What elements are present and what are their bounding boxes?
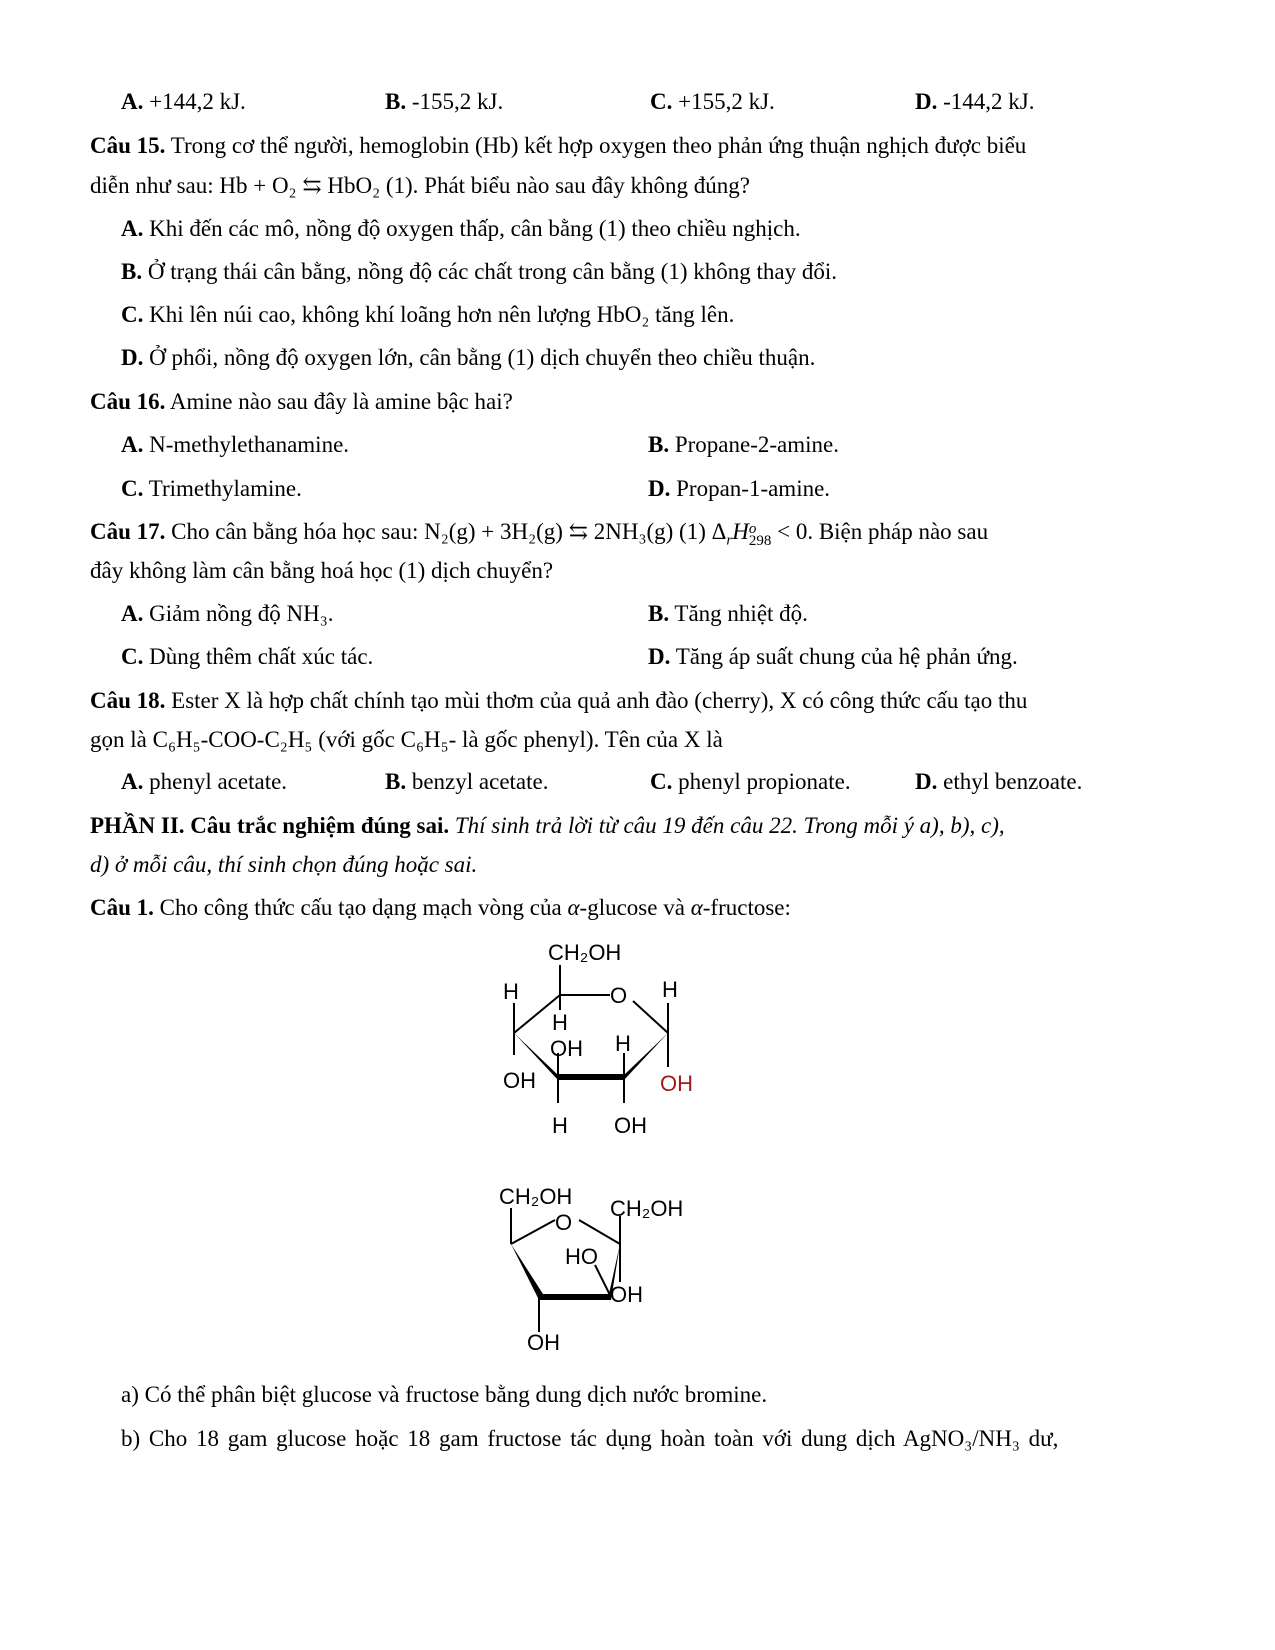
glucose-anomeric-oh-label: OH [660, 1071, 693, 1096]
q16-option-c: C. Trimethylamine. [121, 476, 302, 501]
q1-statement-a: a) Có thể phân biệt glucose và fructose bằng dung dịch nước bromine. [121, 1382, 768, 1407]
glucose-oh-label: OH [550, 1036, 583, 1061]
q15-option-b: B. Ở trạng thái cân bằng, nồng độ các chất trong cân bằng (1) không thay đổi. [121, 259, 837, 284]
glucose-h-label: H [615, 1031, 631, 1056]
q14-option-b: B. -155,2 kJ. [385, 89, 504, 114]
q15-option-c: C. Khi lên núi cao, không khí loãng hơn nên lượng HbO₂ tăng lên. [121, 302, 735, 327]
q18-option-c: C. phenyl propionate. [650, 769, 851, 794]
part2-title-line: PHẦN II. Câu trắc nghiệm đúng sai. Thí sinh trả lời từ câu 19 đến câu 22. Trong mỗi ý a), b), c), [90, 813, 1005, 838]
q17-stem-line1: Câu 17. Cho cân bằng hóa học sau: N₂(g) + 3H₂(g) ⇆ 2NH₃(g) (1) $\Delta_rH$ o 298 < 0. Biện pháp nào sau [90, 519, 989, 549]
q16-stem: Câu 16. Amine nào sau đây là amine bậc hai? [90, 389, 513, 414]
glucose-oh-label: OH [503, 1068, 536, 1093]
q14-option-d: D. -144,2 kJ. [915, 89, 1035, 114]
q15-stem-line1: Câu 15. Trong cơ thể người, hemoglobin (Hb) kết hợp oxygen theo phản ứng thuận nghịch được biểu [90, 133, 1027, 158]
q17-option-a: A. Giảm nồng độ NH₃. [121, 601, 334, 626]
q18-option-a: A. phenyl acetate. [121, 769, 288, 794]
alpha-fructose-structure [495, 1180, 720, 1365]
q17-option-d: D. Tăng áp suất chung của hệ phản ứng. [648, 644, 1018, 669]
glucose-ring-o-label: O [610, 983, 628, 1008]
glucose-h-label: H [552, 1010, 568, 1035]
q17-option-b: B. Tăng nhiệt độ. [648, 601, 808, 626]
q1-statement-b: b) Cho 18 gam glucose hoặc 18 gam fructose tác dụng hoàn toàn với dung dịch AgNO₃/NH₃ dư, [121, 1426, 1059, 1451]
fructose-oh-label: OH [527, 1330, 560, 1355]
glucose-h-label: H [503, 979, 519, 1004]
alpha-glucose-structure [500, 935, 720, 1150]
q18-stem-line2: gọn là C₆H₅-COO-C₂H₅ (với gốc C₆H₅- là gốc phenyl). Tên của X là [90, 727, 723, 752]
fructose-ch2oh-label: CH₂OH [610, 1196, 684, 1221]
fructose-oh-label: OH [610, 1282, 643, 1307]
q17-stem-line2: đây không làm cân bằng hoá học (1) dịch chuyển? [90, 558, 554, 583]
q14-option-a: A. +144,2 kJ. [121, 89, 246, 114]
glucose-h-label: H [552, 1113, 568, 1138]
q18-stem-line1: Câu 18. Ester X là hợp chất chính tạo mùi thơm của quả anh đào (cherry), X có công thức cấu tạo thu [90, 688, 1028, 713]
q16-option-a: A. N-methylethanamine. [121, 432, 350, 457]
glucose-ch2oh-label: CH₂OH [548, 940, 622, 965]
part2-instr-line2: d) ở mỗi câu, thí sinh chọn đúng hoặc sai. [90, 852, 478, 877]
q15-option-d: D. Ở phổi, nồng độ oxygen lớn, cân bằng (1) dịch chuyển theo chiều thuận. [121, 345, 816, 370]
q16-option-d: D. Propan-1-amine. [648, 476, 831, 501]
fructose-ho-label: HO [565, 1244, 598, 1269]
q18-option-d: D. ethyl benzoate. [915, 769, 1083, 794]
q15-stem-line2: diễn như sau: Hb + O₂ ⇆ HbO₂ (1). Phát biểu nào sau đây không đúng? [90, 173, 750, 198]
q14-option-c: C. +155,2 kJ. [650, 89, 775, 114]
fructose-ch2oh-label: CH₂OH [499, 1184, 573, 1209]
glucose-oh-label: OH [614, 1113, 647, 1138]
glucose-h-label: H [662, 977, 678, 1002]
q1-stem: Câu 1. Cho công thức cấu tạo dạng mạch vòng của α-glucose và α-fructose: [90, 895, 791, 920]
q16-option-b: B. Propane-2-amine. [648, 432, 839, 457]
fructose-ring-o-label: O [555, 1210, 573, 1235]
q17-option-c: C. Dùng thêm chất xúc tác. [121, 644, 374, 669]
q15-option-a: A. Khi đến các mô, nồng độ oxygen thấp, cân bằng (1) theo chiều nghịch. [121, 216, 801, 241]
q18-option-b: B. benzyl acetate. [385, 769, 549, 794]
